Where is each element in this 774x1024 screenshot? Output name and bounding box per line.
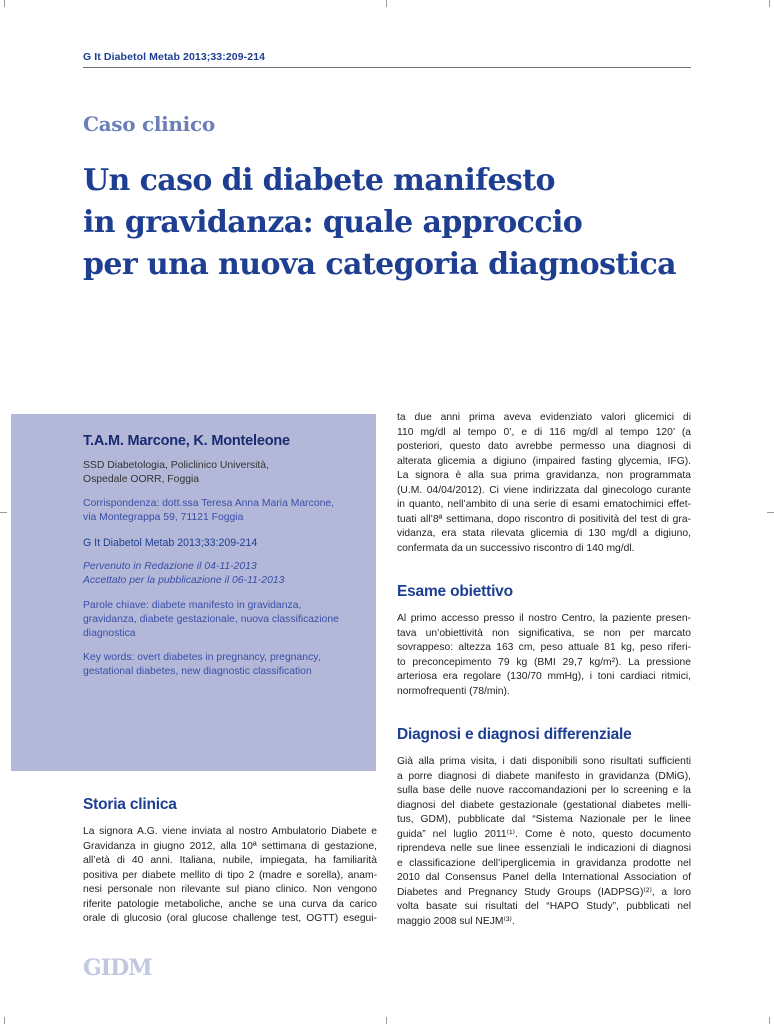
text-line: vidanza, era stata rilevata glicemia di 130 mg/dl a digiuno, — [397, 528, 691, 540]
text-line: orale di glucosio (oral glucose challenge test, OGTT) esegui- — [83, 913, 377, 925]
title-line: Un caso di diabete manifesto — [83, 163, 555, 198]
text-line: positiva per diabete mellito di tipo 2 (madre e sorella), anam- — [83, 869, 377, 881]
text-line: all’età di 40 anni. Italiana, nubile, impiegata, ha familiarità — [83, 855, 377, 867]
text-line: 110 mg/dl al tempo 0’, e di 116 mg/dl al tempo 120’ (a — [397, 426, 691, 438]
crop-mark — [0, 512, 7, 513]
storia-paragraph — [83, 825, 377, 927]
esame-paragraph — [397, 612, 691, 699]
storia-continuation-paragraph — [397, 411, 691, 556]
crop-mark — [769, 1017, 770, 1024]
journal-reference: G It Diabetol Metab 2013;33:209-214 — [83, 51, 266, 63]
crop-mark — [4, 1017, 5, 1024]
text-line: normofrequenti (78/min). — [397, 685, 510, 697]
text-line: (U.M. 04/04/2012). Ci viene indirizzata dal ginecologo curante — [397, 484, 691, 496]
section-heading-storia: Storia clinica — [83, 796, 177, 813]
text-line: Già alla prima visita, i dati disponibili sono risultati sufficienti — [397, 756, 691, 767]
text-line: to preconcepimento 79 kg (BMI 29,7 kg/m²). La pressione — [397, 656, 691, 668]
text-line: sovrappeso: altezza 163 cm, peso attuale 81 kg, peso riferi- — [397, 642, 691, 654]
text-line: volta basate sui risultati del “HAPO Study”, pubblicati nel — [397, 901, 691, 913]
text-line: a porre diagnosi di diabete manifesto in gravidanza (DMiG), — [397, 770, 691, 782]
keywords-english: Key words: overt diabetes in pregnancy, pregnancy, gestational diabetes, new diagnostic classification — [83, 652, 321, 677]
correspondence: Corrispondenza: dott.ssa Teresa Anna Maria Marcone, via Montegrappa 59, 71121 Foggia — [83, 498, 335, 523]
text-line: tava un’obiettività non significativa, se non per marcato — [397, 627, 691, 639]
affiliation: SSD Diabetologia, Policlinico Università, Ospedale OORR, Foggia — [83, 460, 269, 485]
submission-dates: Pervenuto in Redazione il 04-11-2013 Accettato per la pubblicazione il 06-11-2013 — [83, 561, 285, 586]
diagnosi-paragraph — [397, 755, 691, 930]
text-line: Diabetes and Pregnancy Study Groups (IADPSG)⁽²⁾, a loro — [397, 886, 691, 898]
text-line: tuati all’8ª settimana, dopo riscontro di positività del test di gra- — [397, 513, 691, 525]
keywords-italian: Parole chiave: diabete manifesto in gravidanza, gravidanza, diabete gestazionale, nuova classificazione diagnostica — [83, 600, 339, 639]
crop-mark — [386, 0, 387, 7]
text-line: confermata da un successivo riscontro di 140 mg/dl. — [397, 542, 635, 554]
title-line: per una nuova categoria diagnostica — [83, 247, 676, 282]
text-line: ta due anni prima aveva evidenziato valori glicemici di — [397, 412, 691, 423]
text-line: arteriosa era regolare (130/70 mmHg), i toni cardiaci ritmici, — [397, 671, 691, 683]
crop-mark — [386, 1017, 387, 1024]
section-heading-diagnosi: Diagnosi e diagnosi differenziale — [397, 726, 632, 743]
text-line: in quanto, nell’ambito di una serie di esami ematochimici effet- — [397, 499, 691, 511]
text-line: nesi personale non rilevante sul piano clinico. Non vengono — [83, 884, 377, 896]
text-line: 2010 dal Consensus Panel della International Association of — [397, 872, 691, 884]
text-line: tus, GDM), pubblicate dal “Sistema Nazionale per le linee — [397, 814, 691, 826]
crop-mark — [767, 512, 774, 513]
text-line: diagnosi del diabete gestazionale (gestational diabetes melli- — [397, 799, 691, 811]
section-heading-esame: Esame obiettivo — [397, 583, 513, 600]
text-line: riprendeva nelle sue linee essenziali le indicazioni di diagnosi — [397, 843, 691, 855]
text-line: sulla base delle nuove raccomandazioni per lo screening e la — [397, 785, 691, 797]
text-line: riferite patologie metaboliche, anche se una curva da carico — [83, 898, 377, 910]
article-category: Caso clinico — [83, 112, 215, 136]
text-line: alterata glicemia a digiuno (impaired fasting glycemia, IFG). — [397, 455, 691, 467]
text-line: e classificazione dell’iperglicemia in gravidanza prodotte nel — [397, 857, 691, 869]
article-title — [83, 160, 763, 286]
text-line: Gravidanza in giugno 2012, alla 10ª settimana di gestazione, — [83, 840, 377, 852]
title-line: in gravidanza: quale approccio — [83, 205, 583, 240]
text-line: maggio 2008 sul NEJM⁽³⁾. — [397, 916, 515, 928]
journal-logo: GIDM — [83, 955, 152, 981]
text-line: posteriori, questo dato avrebbe permesso una diagnosi di — [397, 441, 691, 453]
text-line: Al primo accesso presso il nostro Centro, la paziente presen- — [397, 613, 691, 624]
citation: G It Diabetol Metab 2013;33:209-214 — [83, 537, 258, 549]
crop-mark — [769, 0, 770, 7]
text-line: La signora è alla sua prima gravidanza, non programmata — [397, 470, 691, 482]
crop-mark — [4, 0, 5, 7]
text-line: guida” nel luglio 2011⁽¹⁾. Come è noto, questo documento — [397, 828, 691, 840]
authors: T.A.M. Marcone, K. Monteleone — [83, 433, 290, 449]
header-rule — [83, 67, 691, 68]
text-line: La signora A.G. viene inviata al nostro Ambulatorio Diabete e — [83, 826, 377, 837]
